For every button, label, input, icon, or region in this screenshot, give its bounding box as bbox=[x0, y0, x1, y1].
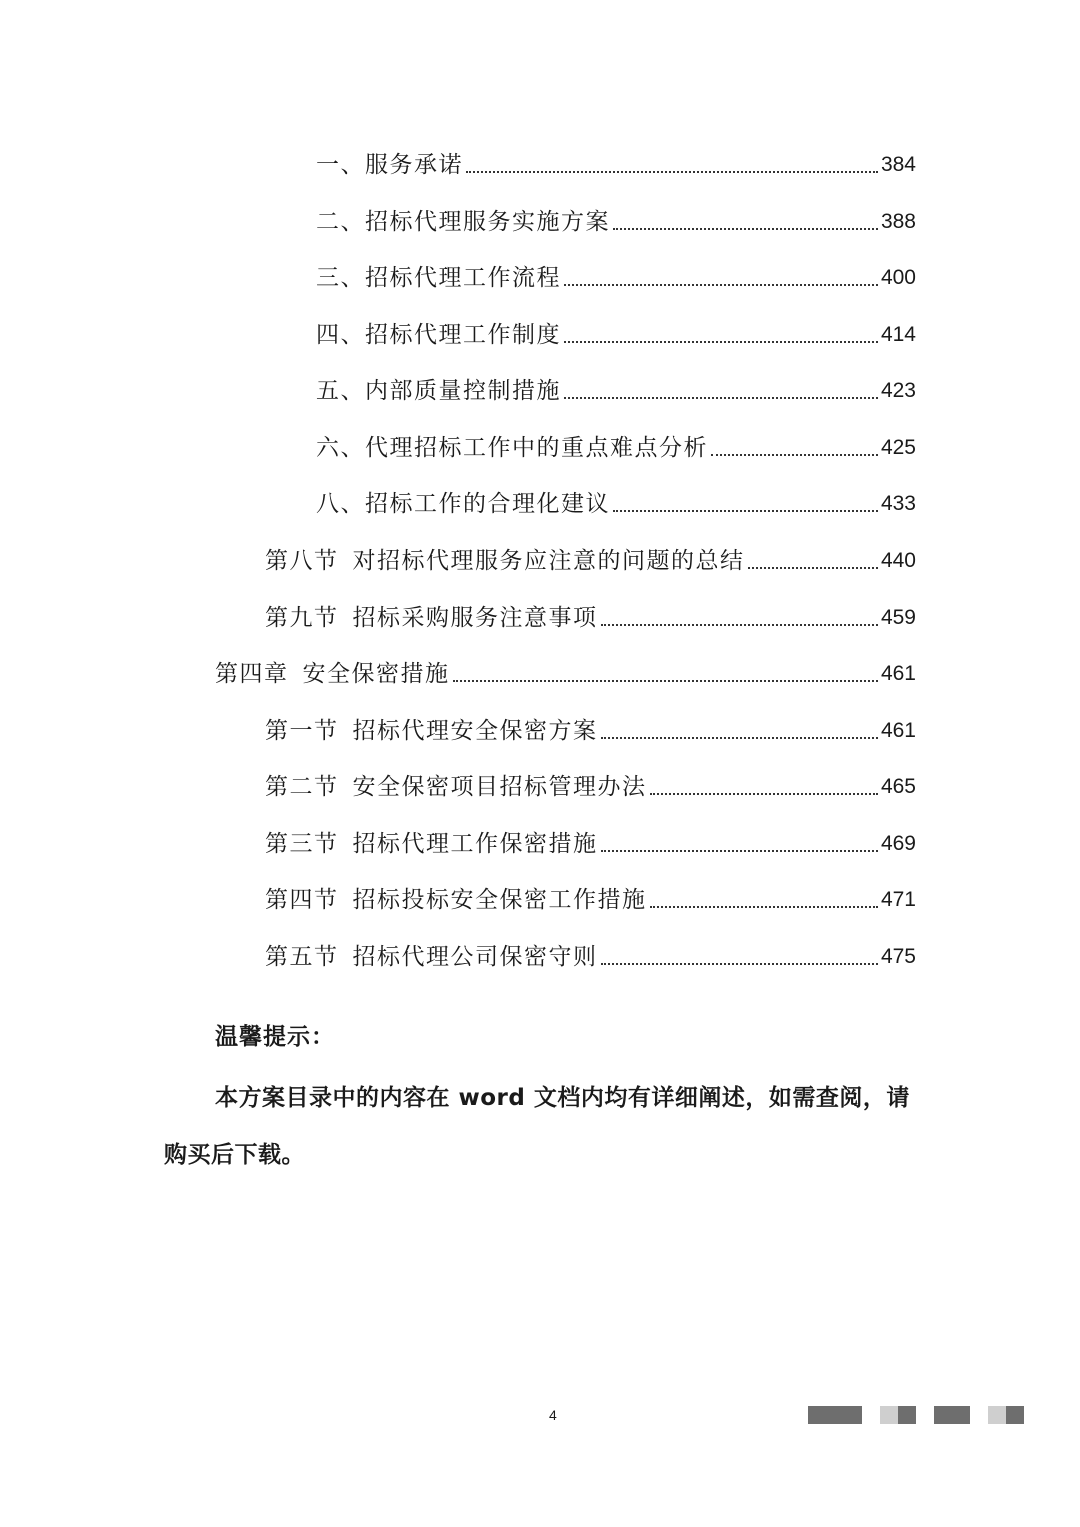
toc-entry-prefix: 第八节 bbox=[265, 548, 339, 574]
watermark-block bbox=[808, 1406, 862, 1424]
toc-entry-title: 二、招标代理服务实施方案 bbox=[316, 209, 610, 235]
toc-entry[interactable] bbox=[316, 197, 916, 237]
toc-page-number: 469 bbox=[880, 832, 916, 855]
toc-page-number: 461 bbox=[880, 719, 916, 742]
toc-entry-title: 八、招标工作的合理化建议 bbox=[316, 491, 610, 517]
toc-page-number: 475 bbox=[880, 945, 916, 968]
toc-entry-title bbox=[265, 885, 647, 915]
toc-entry-prefix: 第四章 bbox=[215, 661, 289, 687]
toc-entry-title bbox=[265, 942, 598, 972]
toc-entry-prefix: 第一节 bbox=[265, 718, 339, 744]
toc-leader-dots bbox=[711, 454, 878, 456]
toc-entry-prefix: 第二节 bbox=[265, 774, 339, 800]
toc-entry[interactable] bbox=[265, 593, 916, 633]
toc-entry-label: 安全保密措施 bbox=[302, 661, 450, 687]
toc-leader-dots bbox=[564, 341, 878, 343]
toc-leader-dots bbox=[650, 793, 878, 795]
toc-entry-title: 三、招标代理工作流程 bbox=[316, 265, 561, 291]
toc-leader-dots bbox=[748, 567, 878, 569]
toc-entry[interactable] bbox=[265, 932, 916, 972]
toc-page-number: 384 bbox=[880, 153, 916, 176]
watermark-block bbox=[988, 1406, 1006, 1424]
toc-entry[interactable] bbox=[265, 762, 916, 802]
toc-page-number: 414 bbox=[880, 323, 916, 346]
toc-leader-dots bbox=[601, 737, 878, 739]
toc-page-number: 400 bbox=[880, 266, 916, 289]
watermark-block bbox=[880, 1406, 898, 1424]
toc-entry[interactable] bbox=[316, 423, 916, 463]
toc-entry-title bbox=[215, 659, 450, 689]
toc-entry-label: 招标代理工作保密措施 bbox=[352, 831, 598, 857]
toc-page-number: 471 bbox=[880, 888, 916, 911]
toc-entry[interactable] bbox=[316, 310, 916, 350]
watermark-block bbox=[898, 1406, 916, 1424]
toc-entry-label: 招标投标安全保密工作措施 bbox=[352, 887, 647, 913]
toc-entry[interactable] bbox=[265, 819, 916, 859]
toc-page-number: 459 bbox=[880, 606, 916, 629]
toc-page-number: 433 bbox=[880, 492, 916, 515]
note-body: 本方案目录中的内容在 word 文档内均有详细阐述，如需查阅，请购买后下载。 bbox=[164, 1085, 910, 1168]
toc-leader-dots bbox=[601, 850, 878, 852]
toc-entry-prefix: 第四节 bbox=[265, 887, 339, 913]
toc-entry-title bbox=[265, 546, 745, 576]
toc-page-number: 425 bbox=[880, 436, 916, 459]
toc-entry-prefix: 第九节 bbox=[265, 605, 339, 631]
toc-entry-prefix: 第三节 bbox=[265, 831, 339, 857]
toc-page-number: 461 bbox=[880, 662, 916, 685]
toc-entry-title: 四、招标代理工作制度 bbox=[316, 322, 561, 348]
watermark-block bbox=[934, 1406, 970, 1424]
toc-entry-title bbox=[265, 716, 598, 746]
toc-entry-title: 六、代理招标工作中的重点难点分析 bbox=[316, 435, 708, 461]
toc-entry[interactable] bbox=[316, 479, 916, 519]
watermark-block bbox=[1006, 1406, 1024, 1424]
toc-entry-title bbox=[265, 772, 647, 802]
toc-entry-label: 招标代理公司保密守则 bbox=[352, 944, 598, 970]
toc-page-number: 423 bbox=[880, 379, 916, 402]
note-title: 温馨提示： bbox=[215, 1024, 335, 1050]
toc-entry-title bbox=[265, 603, 598, 633]
toc-entry[interactable] bbox=[265, 536, 916, 576]
toc-leader-dots bbox=[564, 397, 878, 399]
toc-page-number: 388 bbox=[880, 210, 916, 233]
toc-leader-dots bbox=[601, 963, 878, 965]
toc-leader-dots bbox=[650, 906, 878, 908]
toc-leader-dots bbox=[564, 284, 878, 286]
toc-entry-title bbox=[265, 829, 598, 859]
toc-entry[interactable] bbox=[316, 253, 916, 293]
toc-entry-label: 安全保密项目招标管理办法 bbox=[352, 774, 647, 800]
toc-leader-dots bbox=[601, 624, 878, 626]
toc-entry-prefix: 第五节 bbox=[265, 944, 339, 970]
toc-page-number: 440 bbox=[880, 549, 916, 572]
toc-entry-label: 对招标代理服务应注意的问题的总结 bbox=[352, 548, 745, 574]
toc-entry-title: 一、服务承诺 bbox=[316, 152, 463, 178]
toc-entry-label: 招标采购服务注意事项 bbox=[352, 605, 598, 631]
toc-entry-label: 招标代理安全保密方案 bbox=[352, 718, 598, 744]
toc-leader-dots bbox=[453, 680, 878, 682]
page-number: 4 bbox=[549, 1407, 557, 1423]
toc-leader-dots bbox=[466, 171, 878, 173]
toc-entry-title: 五、内部质量控制措施 bbox=[316, 378, 561, 404]
toc-chapter-entry[interactable] bbox=[215, 649, 916, 689]
toc-leader-dots bbox=[613, 228, 878, 230]
toc-leader-dots bbox=[613, 510, 878, 512]
toc-entry[interactable] bbox=[316, 140, 916, 180]
toc-page-number: 465 bbox=[880, 775, 916, 798]
toc-entry[interactable] bbox=[265, 875, 916, 915]
watermark-logo bbox=[808, 1406, 1028, 1424]
toc-entry[interactable] bbox=[265, 706, 916, 746]
toc-entry[interactable] bbox=[316, 366, 916, 406]
